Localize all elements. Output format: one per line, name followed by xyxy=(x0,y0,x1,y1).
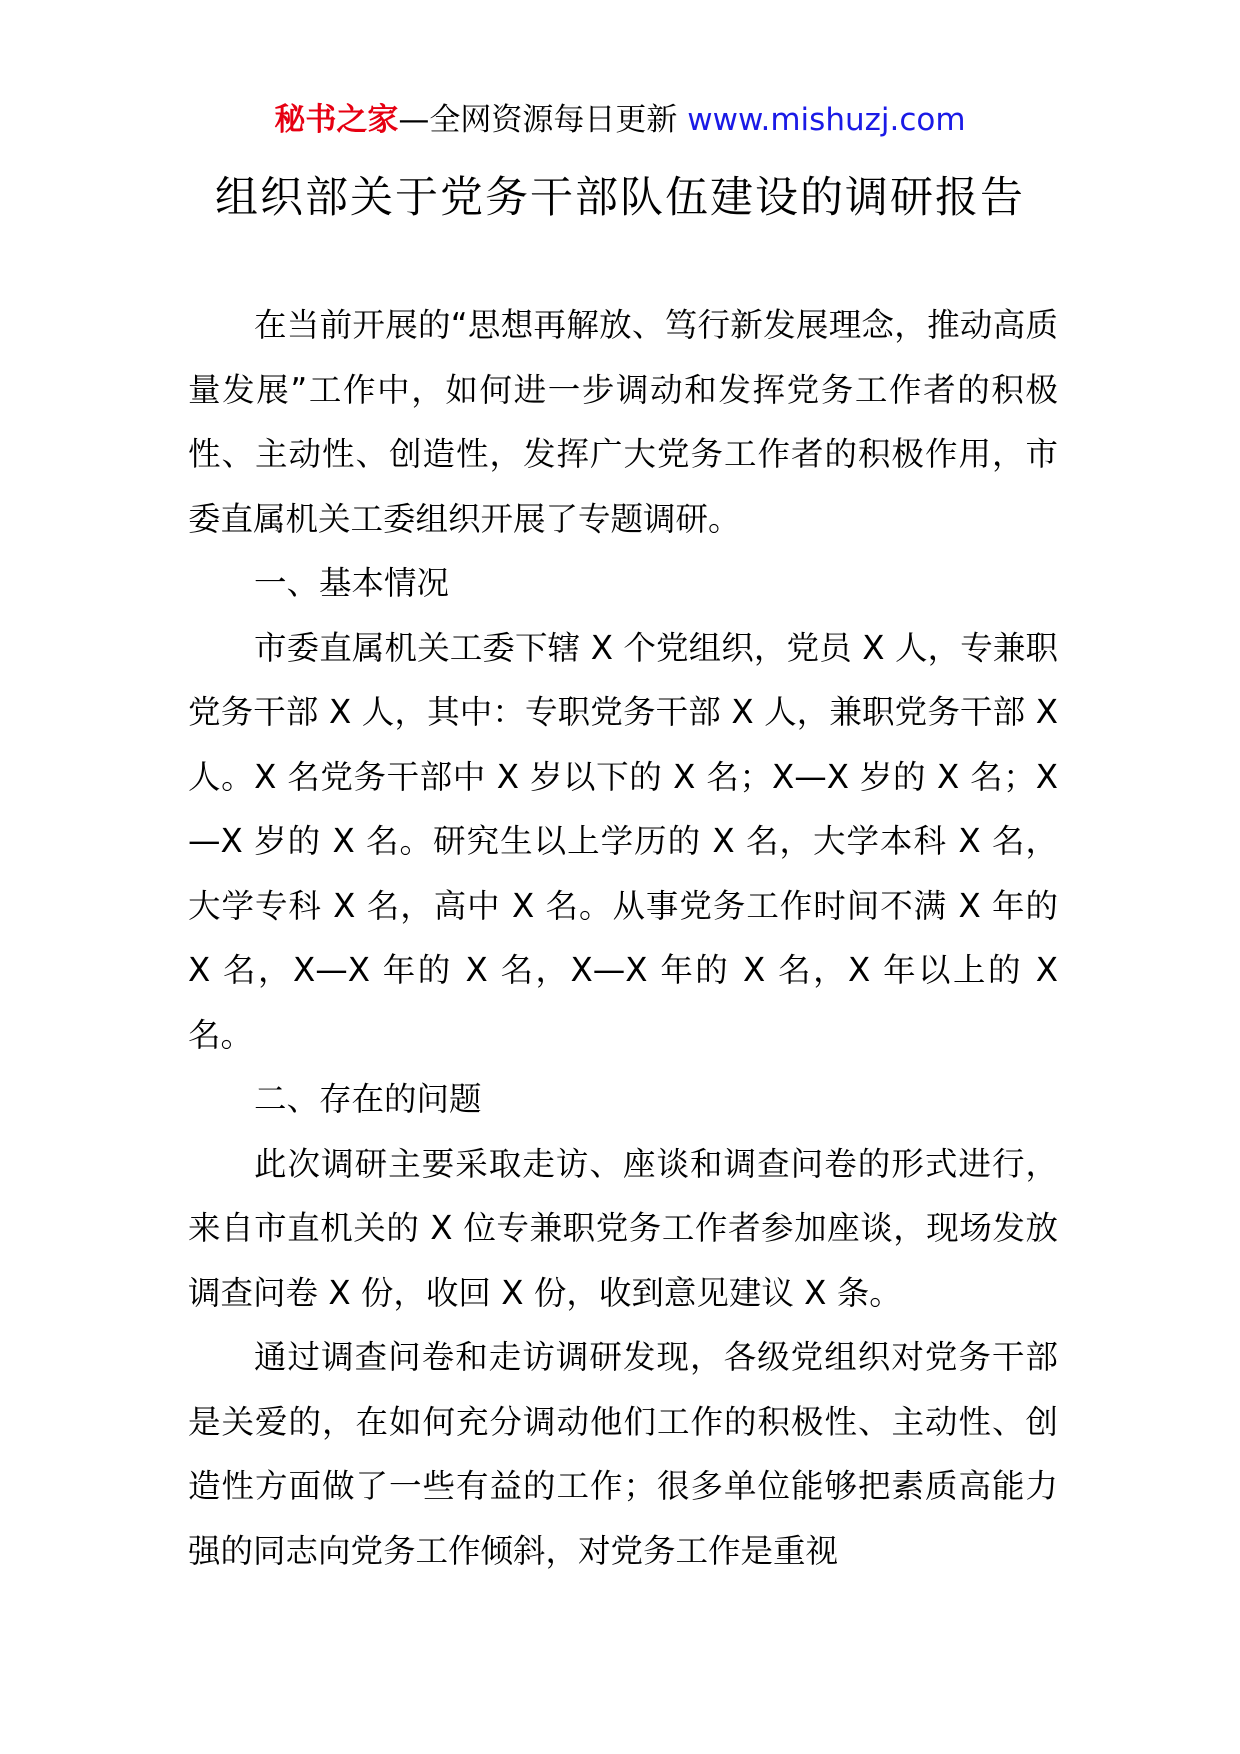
intro-paragraph: 在当前开展的“思想再解放、笃行新发展理念，推动高质量发展”工作中，如何进一步调动和发挥党务工作者的积极性、主动性、创造性，发挥广大党务工作者的积极作用，市委直属机关工委组织开展了专题调研。 xyxy=(188,306,1058,538)
survey-findings-paragraph: 通过调查问卷和走访调研发现，各级党组织对党务干部是关爱的，在如何充分调动他们工作的积极性、主动性、创造性方面做了一些有益的工作；很多单位能够把素质高能力强的同志向党务工作倾斜，对党务工作是重视 xyxy=(188,1338,1058,1570)
site-url-link[interactable]: www.mishuzj.com xyxy=(687,102,966,138)
document-body xyxy=(188,293,1058,1583)
section-heading-basic-situation: 一、基本情况 xyxy=(254,564,450,602)
site-header xyxy=(0,98,1240,142)
document-title: 组织部关于党务干部队伍建设的调研报告 xyxy=(215,173,1025,223)
basic-situation-paragraph: 市委直属机关工委下辖 X 个党组织，党员 X 人，专兼职党务干部 X 人，其中：专职党务干部 X 人，兼职党务干部 X 人。X 名党务干部中 X 岁以下的 X 名；X—X 岁的 X 名；X—X 岁的 X 名。研究生以上学历的 X 名，大学本科 X 名，大学专科 X 名，高中 X 名。从事党务工作时间不满 X 年的 X 名，X—X 年的 X 名，X—X 年的 X 名，X 年以上的 X 名。 xyxy=(188,628,1058,1054)
site-slogan: —全网资源每日更新 xyxy=(398,102,678,138)
section-heading-problems: 二、存在的问题 xyxy=(254,1080,482,1118)
brand-name: 秘书之家 xyxy=(274,102,399,138)
survey-method-paragraph: 此次调研主要采取走访、座谈和调查问卷的形式进行，来自市直机关的 X 位专兼职党务工作者参加座谈，现场发放调查问卷 X 份，收回 X 份，收到意见建议 X 条。 xyxy=(188,1144,1058,1312)
